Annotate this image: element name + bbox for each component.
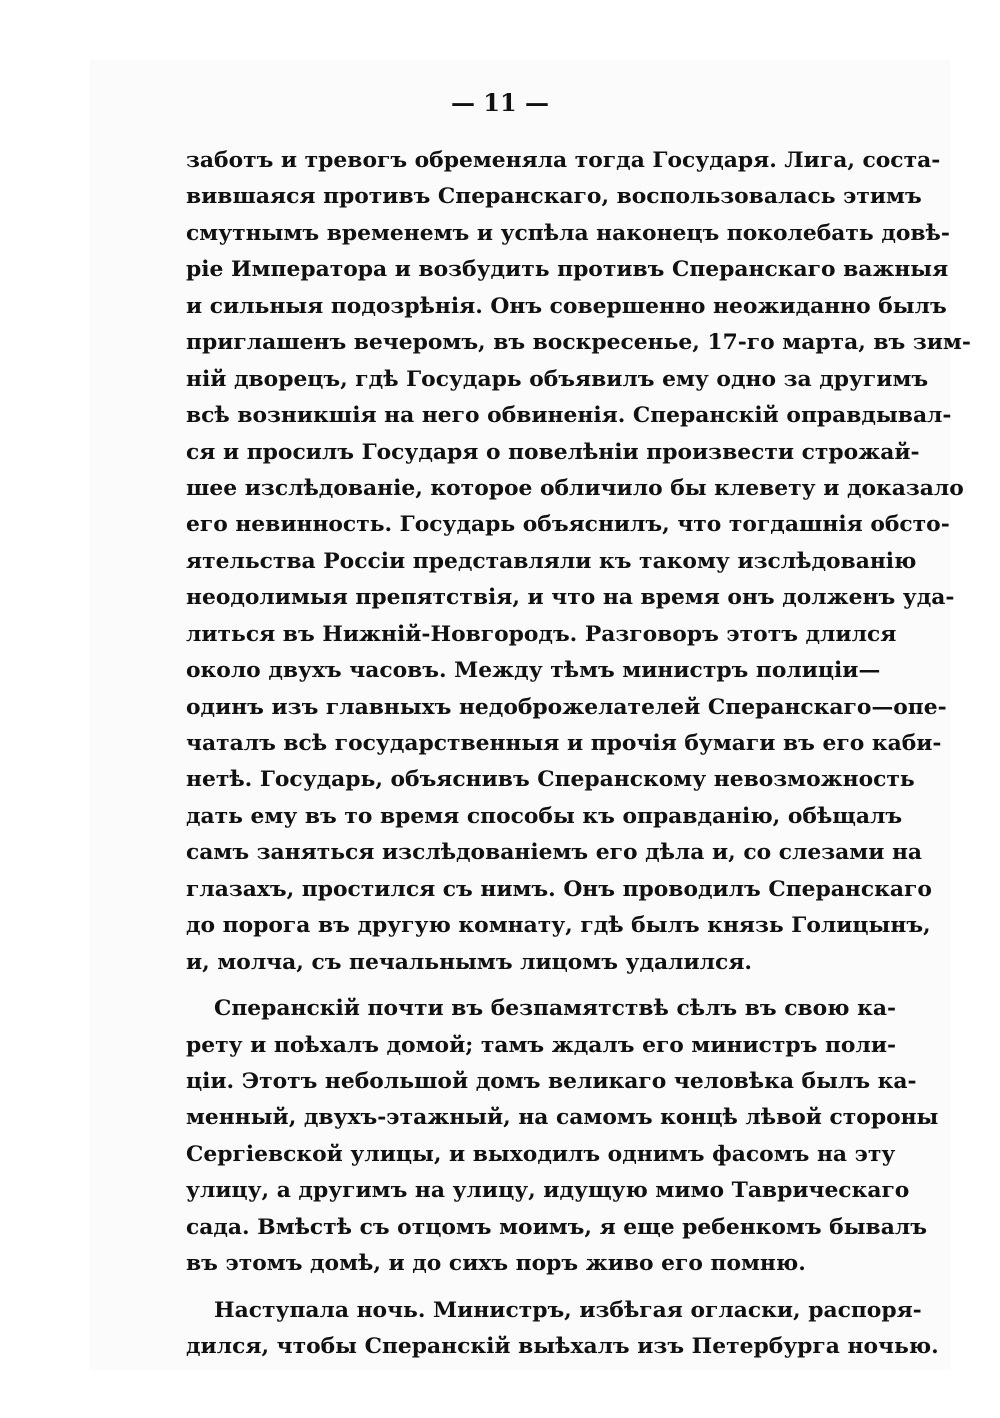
- text-line: рету и поѣхалъ домой; тамъ ждалъ его министръ поли-: [186, 1032, 897, 1058]
- text-line: всѣ возникшія на него обвиненія. Сперанскій оправдывал-: [186, 403, 952, 429]
- text-line: шее изслѣдованіе, которое обличило бы клевету и доказало: [186, 475, 964, 501]
- text-line: дился, чтобы Сперанскій выѣхалъ изъ Петербурга ночью.: [186, 1334, 939, 1359]
- text-line: сада. Вмѣстѣ съ отцомъ моимъ, я еще ребенкомъ бывалъ: [186, 1214, 927, 1240]
- text-line: одинъ изъ главныхъ недоброжелателей Сперанскаго—опе-: [186, 694, 947, 720]
- text-line: и, молча, съ печальнымъ лицомъ удалился.: [186, 949, 753, 975]
- paragraph-gap: [186, 1283, 856, 1293]
- text-line: чаталъ всѣ государственныя и прочія бумаги въ его каби-: [186, 731, 942, 756]
- text-line: глазахъ, простился съ нимъ. Онъ проводилъ Сперанскаго: [186, 876, 932, 902]
- text-line: до порога въ другую комнату, гдѣ былъ князь Голицынъ,: [186, 913, 931, 939]
- text-line: ціи. Этотъ небольшой домъ великаго человѣка былъ ка-: [186, 1068, 917, 1094]
- text-line: въ этомъ домѣ, и до сихъ поръ живо его помню.: [186, 1251, 806, 1277]
- text-line: Наступала ночь. Министръ, избѣгая огласки, распоря-: [214, 1297, 922, 1323]
- text-line: Сперанскій почти въ безпамятствѣ сѣлъ въ свою ка-: [214, 996, 897, 1022]
- body-text: [186, 143, 971, 1365]
- page-number: — 11 —: [450, 88, 550, 117]
- text-line: ній дворецъ, гдѣ Государь объявилъ ему одно за другимъ: [186, 366, 929, 392]
- text-line: улицу, а другимъ на улицу, идущую мимо Таврическаго: [186, 1178, 910, 1204]
- text-line: самъ заняться изслѣдованіемъ его дѣла и, со слезами на: [186, 840, 923, 866]
- text-line: приглашенъ вечеромъ, въ воскресенье, 17-го марта, въ зим-: [186, 330, 971, 356]
- paragraph-2: [186, 991, 939, 1283]
- text-line: менный, двухъ-этажный, на самомъ концѣ лѣвой стороны: [186, 1105, 939, 1131]
- paragraph-3: [186, 1293, 939, 1366]
- text-line: литься въ Нижній-Новгородъ. Разговоръ этотъ длился: [186, 621, 897, 647]
- text-line: около двухъ часовъ. Между тѣмъ министръ полиціи—: [186, 658, 881, 684]
- text-line: его невинность. Государь объяснилъ, что тогдашнія обсто-: [186, 512, 950, 538]
- text-line: и сильныя подозрѣнія. Онъ совершенно неожиданно былъ: [186, 293, 947, 319]
- text-line: ріе Императора и возбудить противъ Сперанскаго важныя: [186, 257, 949, 283]
- paragraph-1: [186, 143, 971, 981]
- text-line: Сергіевской улицы, и выходилъ однимъ фасомъ на эту: [186, 1141, 896, 1167]
- text-line: ся и просилъ Государя о повелѣніи произвести строжай-: [186, 439, 920, 465]
- text-line: неодолимыя препятствія, и что на время онъ долженъ уда-: [186, 585, 955, 611]
- text-line: заботъ и тревогъ обременяла тогда Государя. Лига, соста-: [186, 148, 941, 173]
- paragraph-gap: [186, 981, 856, 991]
- text-line: смутнымъ временемъ и успѣла наконецъ поколебать довѣ-: [186, 220, 950, 246]
- text-line: ятельства Россіи представляли къ такому изслѣдованію: [186, 548, 917, 574]
- text-line: дать ему въ то время способы къ оправданію, обѣщалъ: [186, 803, 903, 829]
- text-line: вившаяся противъ Сперанскаго, воспользовалась этимъ: [186, 184, 922, 210]
- text-line: нетѣ. Государь, объяснивъ Сперанскому невозможность: [186, 767, 915, 793]
